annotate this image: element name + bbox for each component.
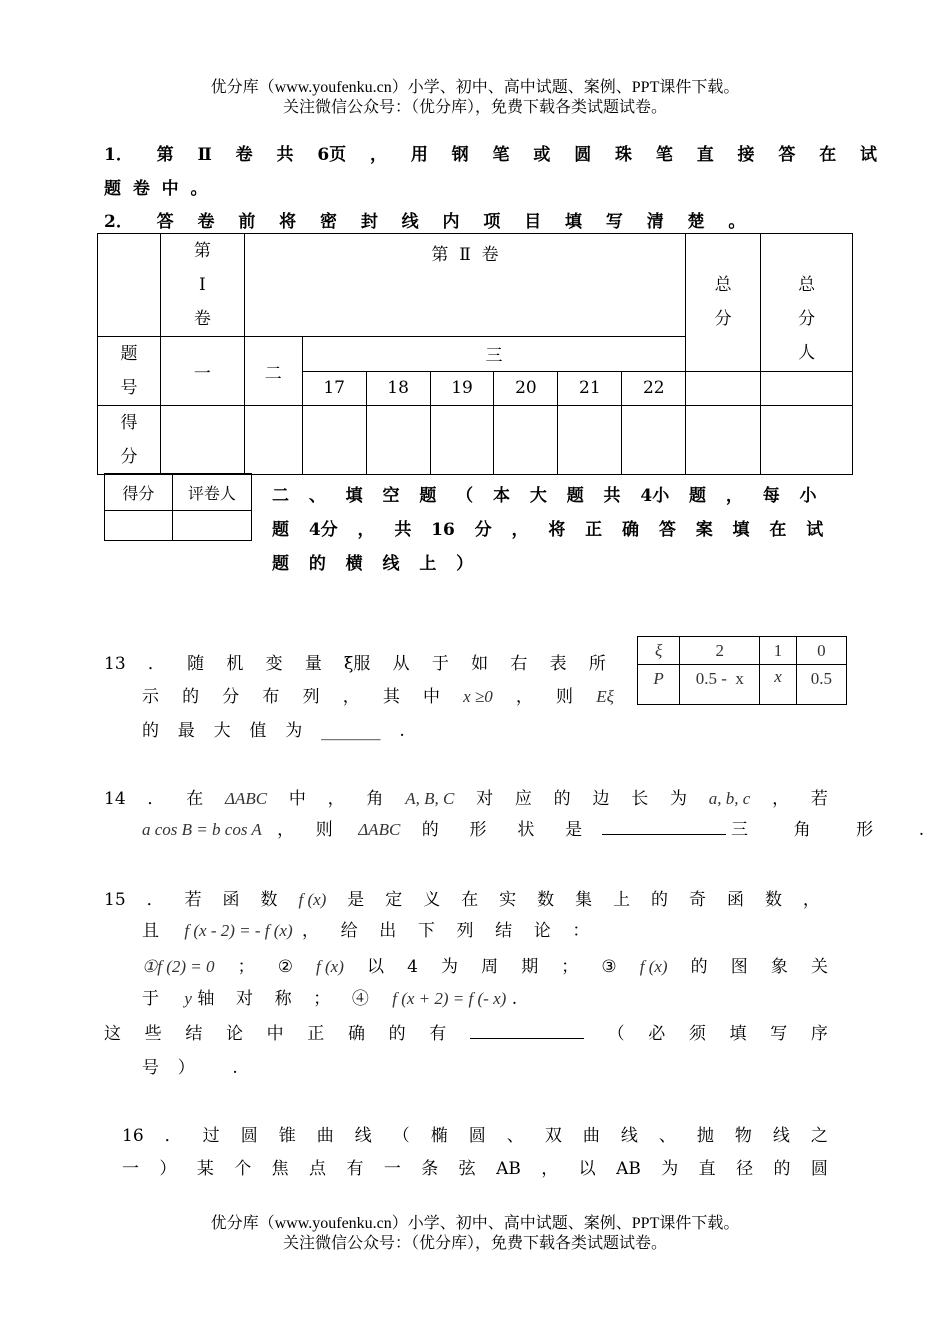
score-cell-19[interactable] [430,406,494,475]
q16-l2-w16: 径 [736,1159,754,1179]
defen-header [98,406,161,475]
q16-chord-ab: AB [496,1159,521,1179]
q15-l5-t1: 必 [648,1024,666,1044]
q15-l5-w5: 正 [307,1024,325,1044]
q15-w15: 奇 [689,890,707,910]
scorer-char-2: 分 [798,309,816,329]
q14-w11: 边 [592,789,610,809]
q14-w1: ． [147,789,165,809]
q14-w6: 角 [366,789,384,809]
q14-angles: A, B, C [405,789,455,808]
q15-l5-w2: 结 [185,1024,203,1044]
q13-line-3: 的 最 大 值 为 _______ . [142,721,405,741]
q15-w13: 上 [613,890,631,910]
q15-c4-end: . [511,989,518,1009]
q14-w15: ， [772,789,790,809]
q16-l2-w14: 为 [661,1159,679,1179]
q14-w8: 对 [476,789,494,809]
q15-line-5 [104,1019,828,1044]
section-san: 三 [302,337,686,372]
q15-line-4 [142,984,517,1009]
q13-w5: 量 [304,654,322,674]
q13-l2-w3: 布 [262,687,280,707]
dist-p-1: x [760,665,796,705]
q15-l5-w1: 些 [144,1024,162,1044]
q13-w10: 右 [510,654,528,674]
q16-l2-w5: 点 [309,1159,327,1179]
q15-w9: 在 [461,890,479,910]
q16-w8: 椭 [430,1126,448,1146]
juan1-header [160,234,244,337]
footer-line-2: 关注微信公众号：（优分库），免费下载各类试题试卷。 [282,1235,667,1252]
q16-w12: 曲 [582,1126,600,1146]
q16-l2-w9: 弦 [458,1159,476,1179]
total-blank [686,371,761,406]
score-cell-18[interactable] [366,406,430,475]
q14-w16: 若 [810,789,828,809]
q15-c1: ①f (2) = 0 [142,957,215,976]
grader-reviewer-header: 评卷人 [172,474,251,511]
note-1 [104,140,877,165]
q15-c4: f (x + 2) = f (- x) [392,989,507,1008]
defen-char-2: 分 [120,447,138,467]
q15-l5-t0: （ [607,1024,625,1044]
q13-line-1 [104,649,606,674]
q16-w13: 线 [620,1126,638,1146]
q15-l3-w12: 的 [690,957,708,977]
q15-w8: 义 [423,890,441,910]
section2-line-2: 题 4分 ， 共 16 分 ， 将 正 确 答 案 填 在 试 [272,520,824,540]
score-cell-17[interactable] [302,406,366,475]
q16-w14: 、 [658,1126,676,1146]
q16-l2-w2: 某 [196,1159,214,1179]
q15-w14: 的 [651,890,669,910]
q15-w6: 是 [347,890,365,910]
section2-line-1: 二 、 填 空 题 （ 本 大 题 共 4小 题 ， 每 小 [272,486,817,506]
scorer-char-3: 人 [798,343,816,363]
q13-expectation: Eξ [596,687,614,706]
scorer-header [761,234,853,372]
q13-w1: ． [147,654,165,674]
q15-l3-w6: 为 [441,957,458,977]
dist-val-1: 1 [760,637,796,665]
q15-line-2 [142,916,589,941]
q15-w10: 实 [499,890,517,910]
scorer-char-1: 总 [798,275,816,295]
q15-l5-t5: 序 [810,1024,828,1044]
q14-shape-text: 的 形 状 是 [421,820,583,840]
q14-w9: 应 [514,789,532,809]
q-num-17: 17 [302,371,366,406]
q16-l2-w15: 直 [698,1159,716,1179]
q14-end: 三 角 形 . [730,820,925,840]
q14-w10: 的 [553,789,571,809]
q15-l3-w1: ； [237,957,255,977]
q16-l2-w8: 条 [421,1159,439,1179]
q15-l5-t4: 写 [770,1024,788,1044]
total-char-1: 总 [714,275,732,296]
q14-sides: a, b, c [708,789,751,808]
q15-l5-w6: 确 [347,1024,365,1044]
q15-c2-fx: f (x) [316,957,344,976]
scorer-blank [761,371,853,406]
q16-w2: 过 [202,1126,220,1146]
q13-w2: 随 [187,654,205,674]
q14-w5: ， [327,789,345,809]
grader-score-cell[interactable] [105,511,173,541]
q15-w3: 函 [222,890,240,910]
footer-line-1: 优分库（www.youfenku.cn）小学、初中、高中试题、案例、PPT课件下载。 [210,1215,740,1232]
q16-l2-w18: 圆 [810,1159,828,1179]
q15-c2-mark: ② [277,957,293,977]
score-table [97,233,853,475]
dist-p-2: 0.5 - x [680,665,760,705]
grader-defen-header: 得分 [105,474,173,511]
q15-number: 15 [104,890,126,910]
header-line-2: 关注微信公众号：（优分库），免费下载各类试题试卷。 [282,99,667,116]
q15-l3-w8: 期 [521,957,539,977]
q14-equation: a cos B = b cos A [142,820,262,839]
q13-l2-w7: 中 [422,687,440,707]
juan2-header: 第 Ⅱ 卷 [244,234,685,337]
q16-w4: 锥 [278,1126,296,1146]
q14-line-2 [142,815,925,840]
dist-p-0: 0.5 [796,665,846,705]
q15-l3-w14: 象 [770,957,788,977]
q16-w7: （ [392,1126,410,1146]
score-cell-total[interactable] [686,406,761,475]
q13-w9: 如 [471,654,489,674]
q13-l2-w1: 的 [182,687,200,707]
q-num-20: 20 [494,371,558,406]
dist-val-0: 0 [796,637,846,665]
q16-w18: 之 [810,1126,828,1146]
q15-w17: 数 [764,890,782,910]
q16-w10: 、 [506,1126,524,1146]
score-cell-er[interactable] [244,406,302,475]
q15-c3-fx: f (x) [639,957,668,976]
q13-l2-w0: 示 [142,687,159,707]
q14-w2: 在 [186,789,204,809]
q15-l3-w5: 4 [407,957,418,977]
q15-line-3 [142,952,828,977]
q15-l5-t2: 须 [688,1024,706,1044]
section-yi: 一 [160,337,244,406]
tihao-char-2: 号 [120,378,138,398]
q13-l2-w5: ， [342,687,360,707]
q15-w18: ， [802,890,820,910]
q15-qie: 且 [142,921,159,941]
q15-w16: 函 [726,890,744,910]
q14-answer-blank[interactable] [602,820,726,835]
q16-l2-w3: 个 [234,1159,252,1179]
q-num-18: 18 [366,371,430,406]
juan1-char-3: 卷 [193,309,211,329]
q15-l3-w9: ； [561,957,579,977]
juan1-char-2: I [198,275,206,295]
q-num-19: 19 [430,371,494,406]
q16-w6: 线 [354,1126,372,1146]
grader-table [104,473,252,541]
q16-w1: ． [164,1126,182,1146]
q13-w4: 变 [265,654,283,674]
q15-l5-w4: 中 [266,1024,284,1044]
q16-line-2 [122,1154,828,1179]
tihao-header [98,337,161,406]
tihao-char-1: 题 [120,344,138,364]
dist-xi-header: ξ [638,637,680,665]
q15-l5-t3: 填 [729,1024,747,1044]
q13-line-2 [142,682,614,707]
q15-l5-w8: 有 [429,1024,447,1044]
q13-w6: ξ服 [344,654,371,674]
q16-number: 16 [122,1126,144,1146]
q15-yu: 于 [142,989,159,1009]
q14-line-1 [104,784,828,809]
q15-w11: 数 [537,890,555,910]
section2-line-3: 题 的 横 线 上 ） [272,554,474,574]
q15-l5-w7: 的 [388,1024,406,1044]
q15-l3-w4: 以 [366,957,384,977]
grader-reviewer-cell[interactable] [172,511,251,541]
q15-w4: 数 [260,890,278,910]
q16-l2-w1: ） [159,1159,177,1179]
q16-w9: 圆 [468,1126,486,1146]
note-1-line-a: 1． 第 Ⅱ 卷 共 6页 ， 用 钢 笔 或 圆 珠 笔 直 接 答 在 试 [104,145,878,165]
dist-val-2: 2 [680,637,760,665]
q16-l2-w0: 一 [122,1159,139,1179]
score-cell-scorer[interactable] [761,406,853,475]
q13-l2-w10: 则 [556,687,574,707]
q15-l3-w13: 图 [730,957,748,977]
q15-line-1 [104,885,820,910]
dist-p-header: P [638,665,680,705]
q13-w3: 机 [226,654,244,674]
q15-l5-w3: 论 [225,1024,243,1044]
q13-w12: 所 [588,654,606,674]
corner-cell [98,234,161,337]
q13-w7: 从 [392,654,410,674]
q13-condition: x ≥0 [463,687,493,706]
q15-c3-mark: ③ [601,957,617,977]
q13-l2-w2: 分 [222,687,240,707]
q14-triangle-2: ΔABC [358,820,401,839]
q14-triangle: ΔABC [224,789,268,808]
q13-l2-w9: ， [515,687,533,707]
q16-w15: 抛 [696,1126,714,1146]
q15-l5-w0: 这 [104,1024,121,1044]
q15-line-6: 号 ） . [142,1058,238,1078]
q15-y-axis: y [184,989,192,1008]
q16-w17: 线 [772,1126,790,1146]
q15-l3-w15: 关 [810,957,828,977]
q15-w1: ． [146,890,164,910]
q16-line-1 [122,1121,828,1146]
note-1-line-b: 题 卷 中 。 [104,179,208,199]
score-cell-20[interactable] [494,406,558,475]
q15-condition: f (x - 2) = - f (x) [184,921,293,940]
score-cell-22[interactable] [622,406,686,475]
q16-l2-w7: 一 [383,1159,401,1179]
q16-w3: 圆 [240,1126,258,1146]
q16-l2-w17: 的 [773,1159,791,1179]
q13-distribution-table [637,636,847,705]
q15-fx: f (x) [298,890,327,909]
score-cell-yi[interactable] [160,406,244,475]
q16-w5: 曲 [316,1126,334,1146]
q14-ze: ， 则 [277,820,333,840]
total-header [686,234,761,372]
q16-l2-w4: 焦 [271,1159,289,1179]
q14-w13: 为 [670,789,687,809]
q16-l2-w12: 以 [578,1159,596,1179]
q15-conclusions-intro: ， 给 出 下 列 结 论 ： [302,921,590,941]
q15-w2: 若 [184,890,202,910]
q-num-22: 22 [622,371,686,406]
q13-w8: 于 [431,654,449,674]
section-er: 二 [244,337,302,406]
header-line-1: 优分库（www.youfenku.cn）小学、初中、高中试题、案例、PPT课件下载。 [210,79,740,96]
q14-w12: 长 [631,789,649,809]
q14-w4: 中 [288,789,306,809]
q-num-21: 21 [558,371,622,406]
q13-l2-w4: 列 [302,687,320,707]
q15-l3-w7: 周 [481,957,499,977]
score-cell-21[interactable] [558,406,622,475]
q15-answer-blank[interactable] [470,1024,584,1039]
q15-symmetry: 轴 对 称 ； ④ [197,989,369,1009]
defen-char-1: 得 [120,413,138,433]
q14-number: 14 [104,789,126,809]
q15-w7: 定 [385,890,403,910]
total-char-2: 分 [714,309,732,330]
q13-l2-w6: 其 [382,687,400,707]
note-2: 2． 答 卷 前 将 密 封 线 内 项 目 填 写 清 楚 。 [104,212,746,232]
juan1-char-1: 第 [193,241,211,261]
q13-number: 13 [104,654,126,674]
q16-l2-w11: ， [541,1159,559,1179]
q16-l2-w6: 有 [346,1159,364,1179]
q13-w11: 表 [549,654,567,674]
q15-w12: 集 [575,890,593,910]
q16-w16: 物 [734,1126,752,1146]
q16-w11: 双 [544,1126,562,1146]
q16-chord-ab-2: AB [616,1159,641,1179]
